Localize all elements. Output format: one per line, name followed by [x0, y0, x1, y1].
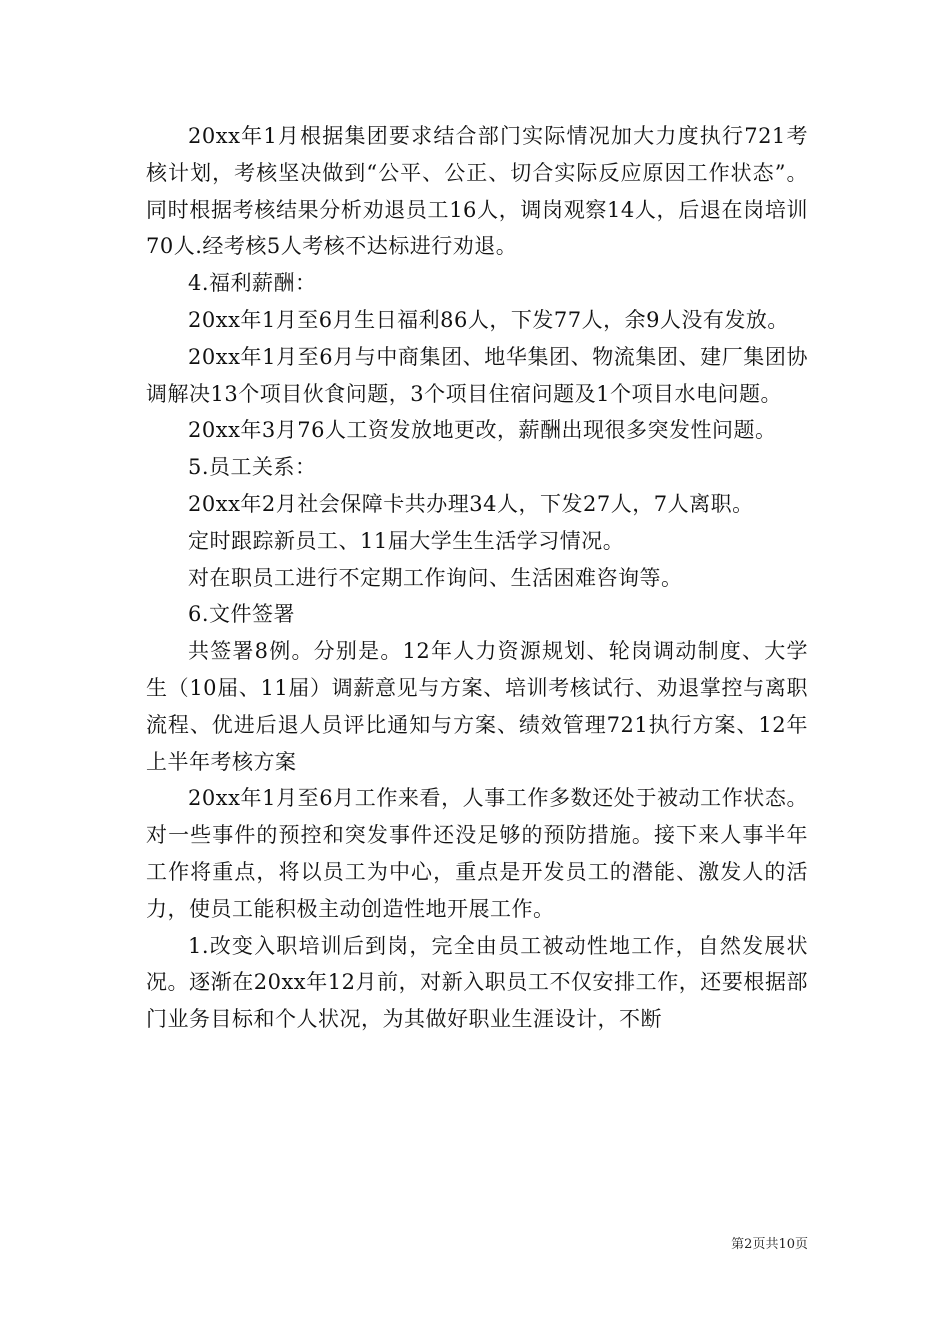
paragraph-social-security: 20xx年2月社会保障卡共办理34人，下发27人，7人离职。: [188, 491, 754, 516]
paragraph-group-coordination: 20xx年1月至6月与中商集团、地华集团、物流集团、建厂集团协调解决13个项目伙食问题，3个项目住宿问题及1个项目水电问题。: [146, 344, 808, 406]
paragraph-onboarding-plan: 1.改变入职培训后到岗，完全由员工被动性地工作，自然发展状况。逐渐在20xx年12月前，对新入职员工不仅安排工作，还要根据部门业务目标和个人状况，为其做好职业生涯设计，不断: [146, 933, 808, 1032]
paragraph-birthday-welfare: 20xx年1月至6月生日福利86人，下发77人，余9人没有发放。: [188, 307, 789, 332]
paragraph-assessment: 20xx年1月根据集团要求结合部门实际情况加大力度执行721考核计划，考核坚决做到“公平、公正、切合实际反应原因工作状态”。同时根据考核结果分析劝退员工16人，调岗观察14人，后退在岗培训70人.经考核5人考核不达标进行劝退。: [146, 124, 808, 259]
paragraph-tracking: 定时跟踪新员工、11届大学生生活学习情况。: [188, 528, 625, 553]
heading-employee-relations: 5.员工关系：: [188, 455, 317, 480]
heading-welfare-salary: 4.福利薪酬：: [188, 271, 317, 296]
paragraph-signed-documents: 共签署8例。分别是。12年人力资源规划、轮岗调动制度、大学生（10届、11届）调薪意见与方案、培训考核试行、劝退掌控与离职流程、优进后退人员评比通知与方案、绩效管理721执行方案、12年上半年考核方案: [146, 639, 808, 774]
heading-document-signing: 6.文件签署: [188, 602, 296, 627]
paragraph-work-review: 20xx年1月至6月工作来看，人事工作多数还处于被动工作状态。对一些事件的预控和突发事件还没足够的预防措施。接下来人事半年工作将重点，将以员工为中心，重点是开发员工的潜能、激发人的活力，使员工能积极主动创造性地开展工作。: [146, 786, 808, 921]
document-body: [146, 118, 808, 1038]
paragraph-inquiry: 对在职员工进行不定期工作询问、生活困难咨询等。: [188, 565, 683, 590]
page-number-footer: 第2页共10页: [731, 1237, 808, 1252]
paragraph-salary-change: 20xx年3月76人工资发放地更改，薪酬出现很多突发性问题。: [188, 418, 777, 443]
